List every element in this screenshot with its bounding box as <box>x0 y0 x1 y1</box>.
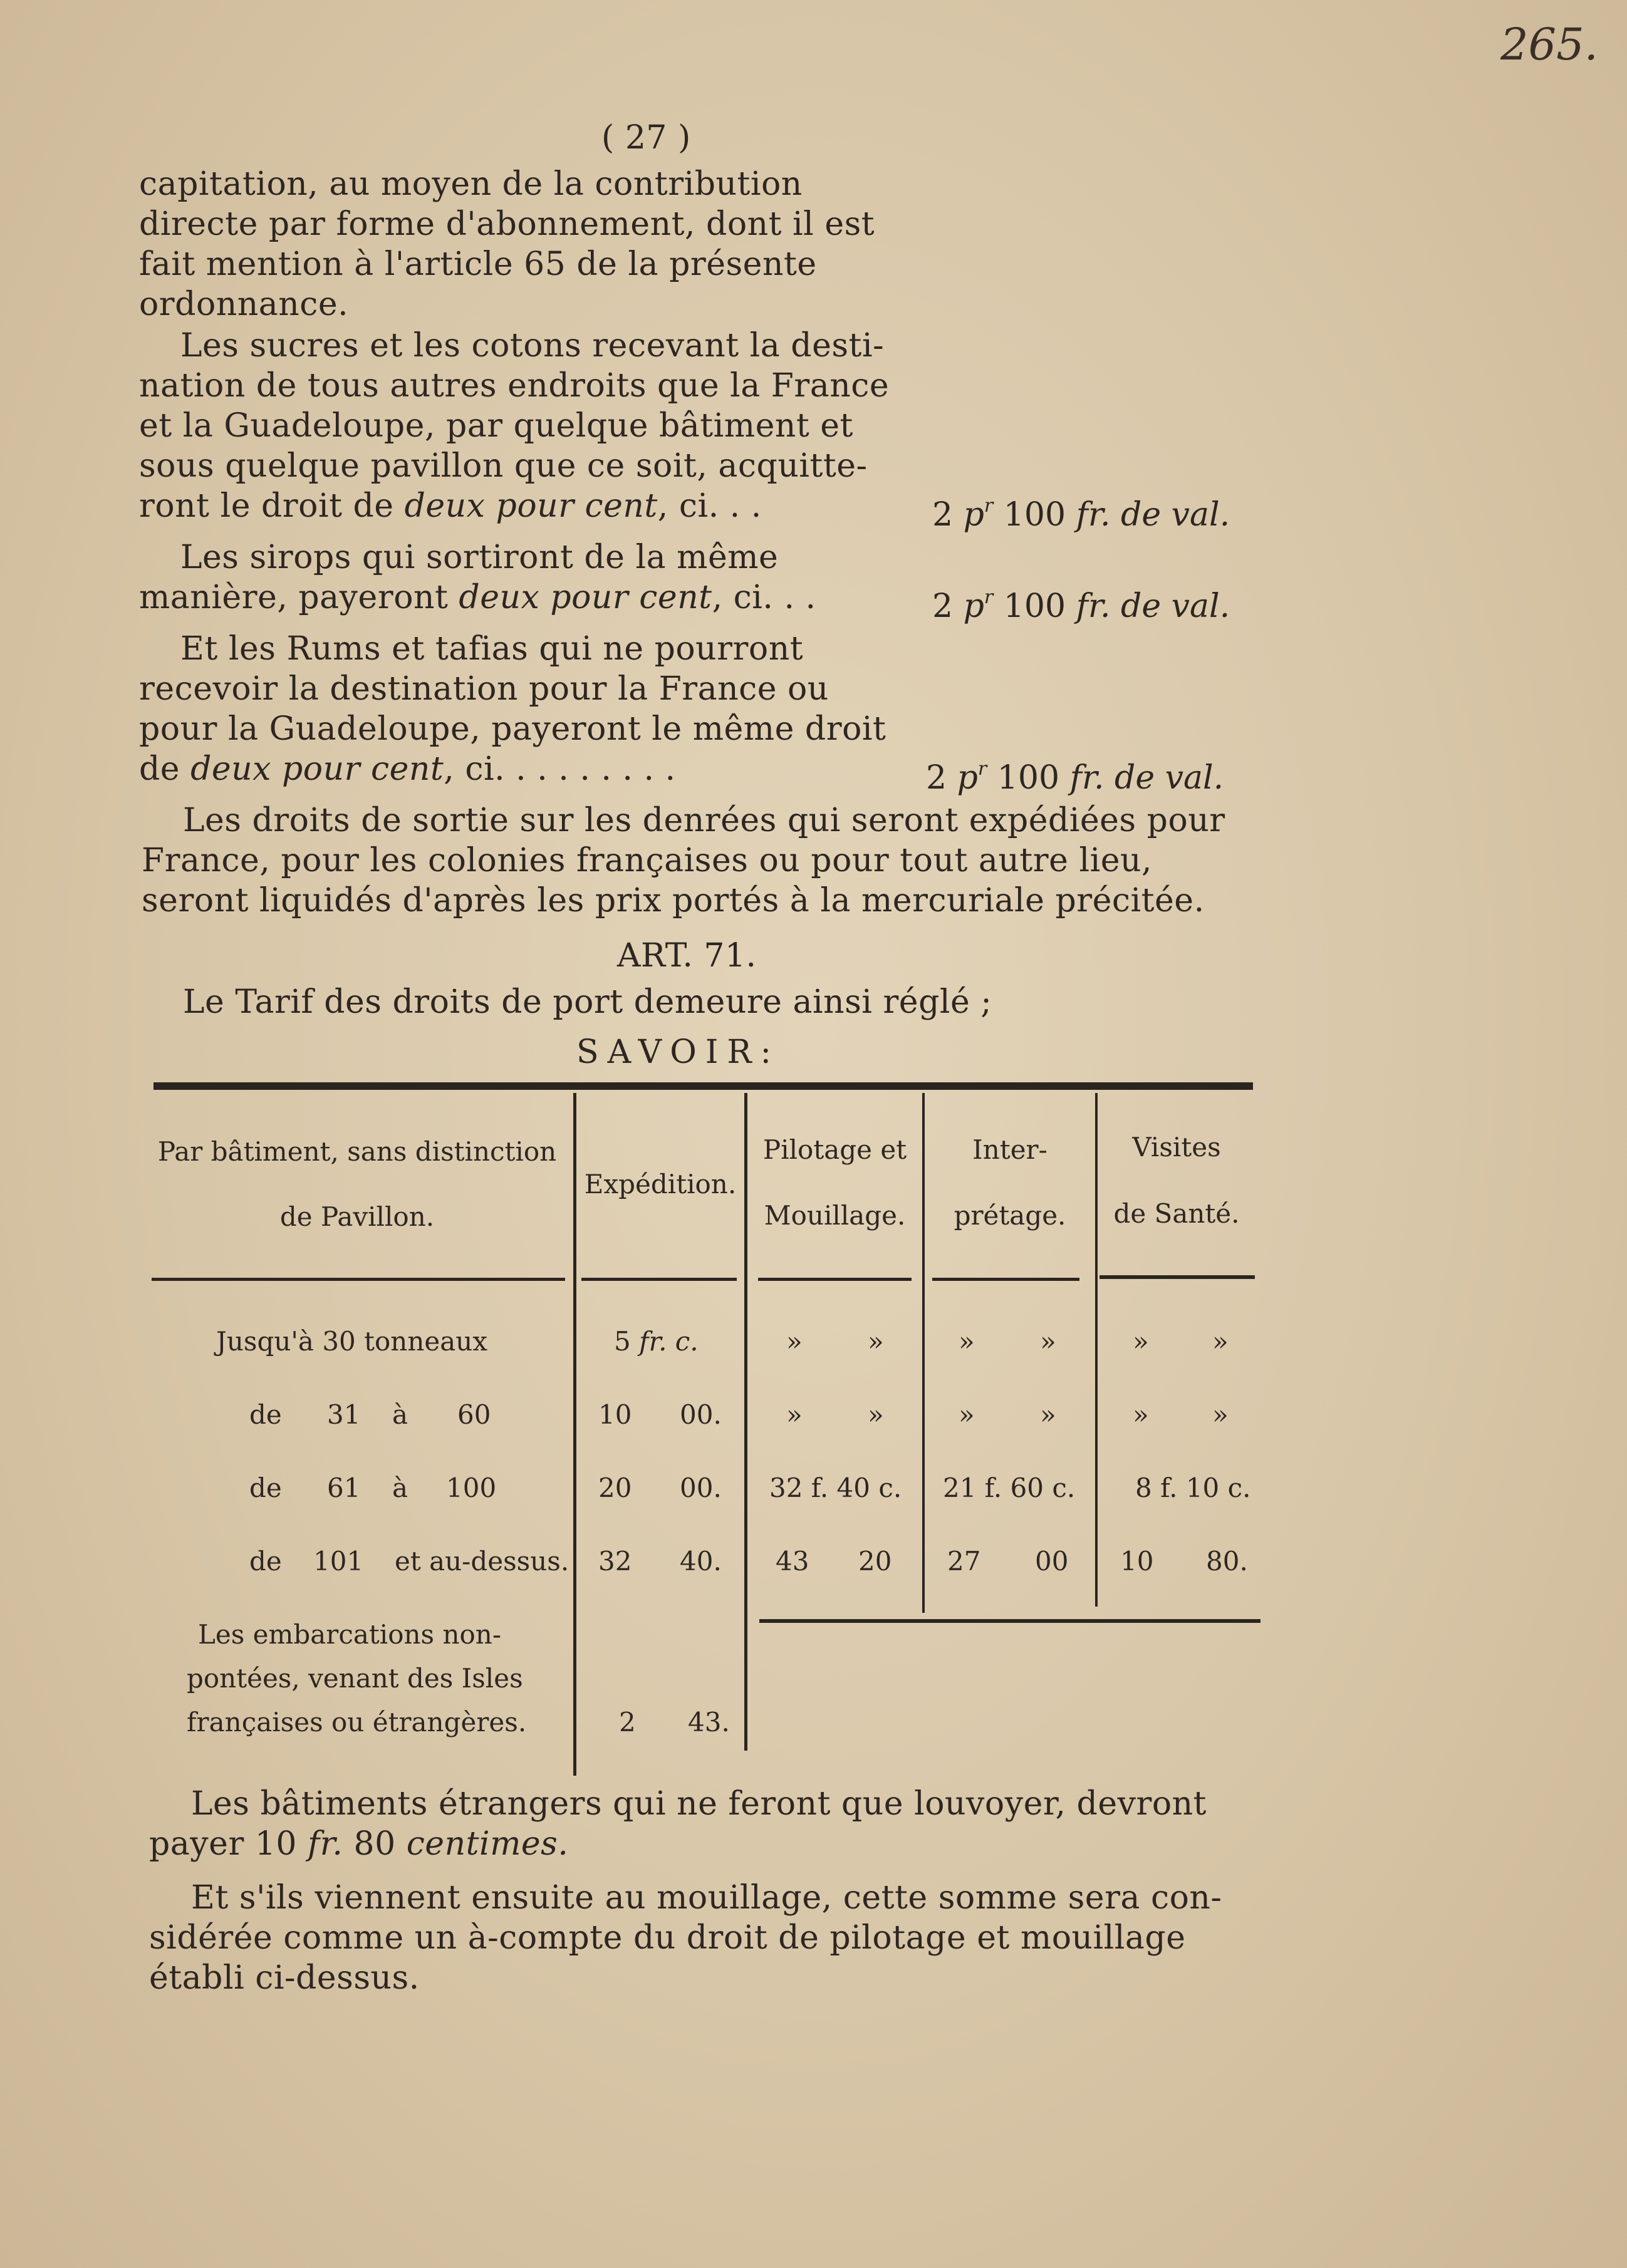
row3-visites: 8 f. 10 c. <box>1135 1473 1251 1503</box>
para7-line-3: établi ci-dessus. <box>149 1959 420 1997</box>
para2-line-4: sous quelque pavillon que ce soit, acquitte- <box>139 447 868 485</box>
row3-expedition-fr: 20 <box>598 1473 632 1503</box>
para3-amount: 2 $p^r$ 100 fr. de val. <box>932 586 1230 625</box>
row4-label-de: de <box>249 1546 282 1577</box>
row1-interpretage-b: » <box>1040 1326 1056 1357</box>
embarcations-line-1: Les embarcations non- <box>198 1619 502 1650</box>
para7-line-1: Et s'ils viennent ensuite au mouillage, cette somme sera con- <box>191 1879 1222 1917</box>
article-heading: ART. 71. <box>617 937 757 975</box>
para6-line-1: Les bâtiments étrangers qui ne feront que louvoyer, devront <box>191 1785 1207 1823</box>
row2-label-from: 31 <box>327 1399 361 1430</box>
savoir-heading: SAVOIR: <box>576 1033 781 1071</box>
para5-line-3: seront liquidés d'après les prix portés à la mercuriale précitée. <box>142 882 1205 919</box>
row4-visites-a: 10 <box>1120 1546 1154 1577</box>
row2-interpretage-a: » <box>959 1399 975 1430</box>
row3-label-a: à <box>392 1473 408 1503</box>
header-pilotage-line-2: Mouillage. <box>764 1200 906 1231</box>
header-rule-4 <box>932 1278 1079 1281</box>
para5-line-2: France, pour les colonies françaises ou pour tout autre lieu, <box>142 842 1152 879</box>
row3-label-de: de <box>249 1473 282 1503</box>
para2-line-3: et la Guadeloupe, par quelque bâtiment et <box>139 407 853 445</box>
row3-pilotage: 32 f. 40 c. <box>769 1473 902 1503</box>
row2-visites-a: » <box>1133 1399 1149 1430</box>
column-rule-3 <box>922 1093 925 1613</box>
header-rule-2 <box>581 1278 737 1281</box>
row4-visites-b: 80. <box>1206 1546 1248 1577</box>
header-visites-line-2: de Santé. <box>1113 1198 1240 1229</box>
header-vessel-line-1: Par bâtiment, sans distinction <box>157 1136 557 1167</box>
para4-line-4: de deux pour cent, ci. . . . . . . . . <box>139 750 676 788</box>
row2-visites-b: » <box>1212 1399 1229 1430</box>
header-rule-5 <box>1099 1275 1255 1279</box>
header-interpretage-line-1: Inter- <box>972 1134 1047 1165</box>
row3-label-from: 61 <box>327 1473 361 1503</box>
row2-interpretage-b: » <box>1040 1399 1056 1430</box>
column-rule-2 <box>744 1093 747 1751</box>
row4-interpretage-b: 00 <box>1035 1546 1069 1577</box>
header-visites-line-1: Visites <box>1132 1132 1221 1162</box>
para1-line-4: ordonnance. <box>139 286 349 323</box>
row4-interpretage-a: 27 <box>947 1546 981 1577</box>
para3-line-1: Les sirops qui sortiront de la même <box>180 539 779 576</box>
row2-pilotage-a: » <box>786 1399 803 1430</box>
row4-label-rest: et au-dessus. <box>395 1546 569 1577</box>
header-expedition: Expédition. <box>584 1169 737 1199</box>
para7-line-2: sidérée comme un à-compte du droit de pilotage et mouillage <box>149 1919 1186 1957</box>
header-rule-1 <box>152 1278 565 1281</box>
table-top-rule <box>153 1082 1253 1090</box>
row4-label-from: 101 <box>313 1546 364 1577</box>
row2-label-a: à <box>392 1399 408 1430</box>
para4-line-2: recevoir la destination pour la France ou <box>139 670 829 708</box>
para2-line-1: Les sucres et les cotons recevant la desti- <box>180 327 885 365</box>
row3-expedition-c: 00. <box>680 1473 722 1503</box>
row4-pilotage-b: 20 <box>858 1546 892 1577</box>
para5-line-1: Les droits de sortie sur les denrées qui seront expédiées pour <box>183 802 1225 839</box>
table-partial-bottom-rule <box>759 1619 1261 1623</box>
para1-line-2: directe par forme d'abonnement, dont il est <box>139 205 875 243</box>
row1-pilotage-b: » <box>868 1326 884 1357</box>
folio-number: 265. <box>1500 19 1598 70</box>
row2-expedition-c: 00. <box>680 1399 722 1430</box>
column-rule-4 <box>1095 1093 1098 1607</box>
row2-label-de: de <box>249 1399 282 1430</box>
para2-amount: 2 $p^r$ 100 fr. de val. <box>932 495 1230 534</box>
page-number: ( 27 ) <box>601 119 691 157</box>
row4-expedition-c: 40. <box>680 1546 722 1577</box>
para4-line-1: Et les Rums et tafias qui ne pourront <box>180 630 804 668</box>
row3-interpretage: 21 f. 60 c. <box>943 1473 1076 1503</box>
row1-expedition: 5 fr. c. <box>614 1326 699 1357</box>
embarcations-expedition-c: 43. <box>688 1707 730 1737</box>
para6-line-2: payer 10 fr. 80 centimes. <box>149 1825 569 1863</box>
para1-line-3: fait mention à l'article 65 de la présente <box>139 246 817 283</box>
header-pilotage-line-1: Pilotage et <box>762 1134 907 1165</box>
row4-pilotage-a: 43 <box>776 1546 809 1577</box>
row2-label-to: 60 <box>457 1399 491 1430</box>
row3-label-to: 100 <box>446 1473 497 1503</box>
row2-pilotage-b: » <box>868 1399 884 1430</box>
row1-interpretage-a: » <box>959 1326 975 1357</box>
header-vessel-line-2: de Pavillon. <box>279 1201 435 1232</box>
para2-line-5: ront le droit de deux pour cent, ci. . . <box>139 487 762 525</box>
para4-amount: 2 $p^r$ 100 fr. de val. <box>926 758 1224 797</box>
embarcations-line-2: pontées, venant des Isles <box>187 1663 523 1694</box>
embarcations-expedition-fr: 2 <box>619 1707 636 1737</box>
row2-expedition-fr: 10 <box>598 1399 632 1430</box>
row4-expedition-fr: 32 <box>598 1546 632 1577</box>
tariff-intro: Le Tarif des droits de port demeure ainsi réglé ; <box>183 983 992 1021</box>
row1-visites-b: » <box>1212 1326 1229 1357</box>
header-interpretage-line-2: prétage. <box>954 1200 1066 1231</box>
para3-line-2: manière, payeront deux pour cent, ci. . . <box>139 579 816 616</box>
header-rule-3 <box>758 1278 912 1281</box>
row1-label: Jusqu'à 30 tonneaux <box>216 1326 488 1357</box>
para4-line-3: pour la Guadeloupe, payeront le même droit <box>139 710 886 748</box>
para2-line-2: nation de tous autres endroits que la France <box>139 367 890 405</box>
embarcations-line-3: françaises ou étrangères. <box>187 1707 527 1737</box>
row1-pilotage-a: » <box>786 1326 803 1357</box>
row1-visites-a: » <box>1133 1326 1149 1357</box>
para1-line-1: capitation, au moyen de la contribution <box>139 165 803 203</box>
